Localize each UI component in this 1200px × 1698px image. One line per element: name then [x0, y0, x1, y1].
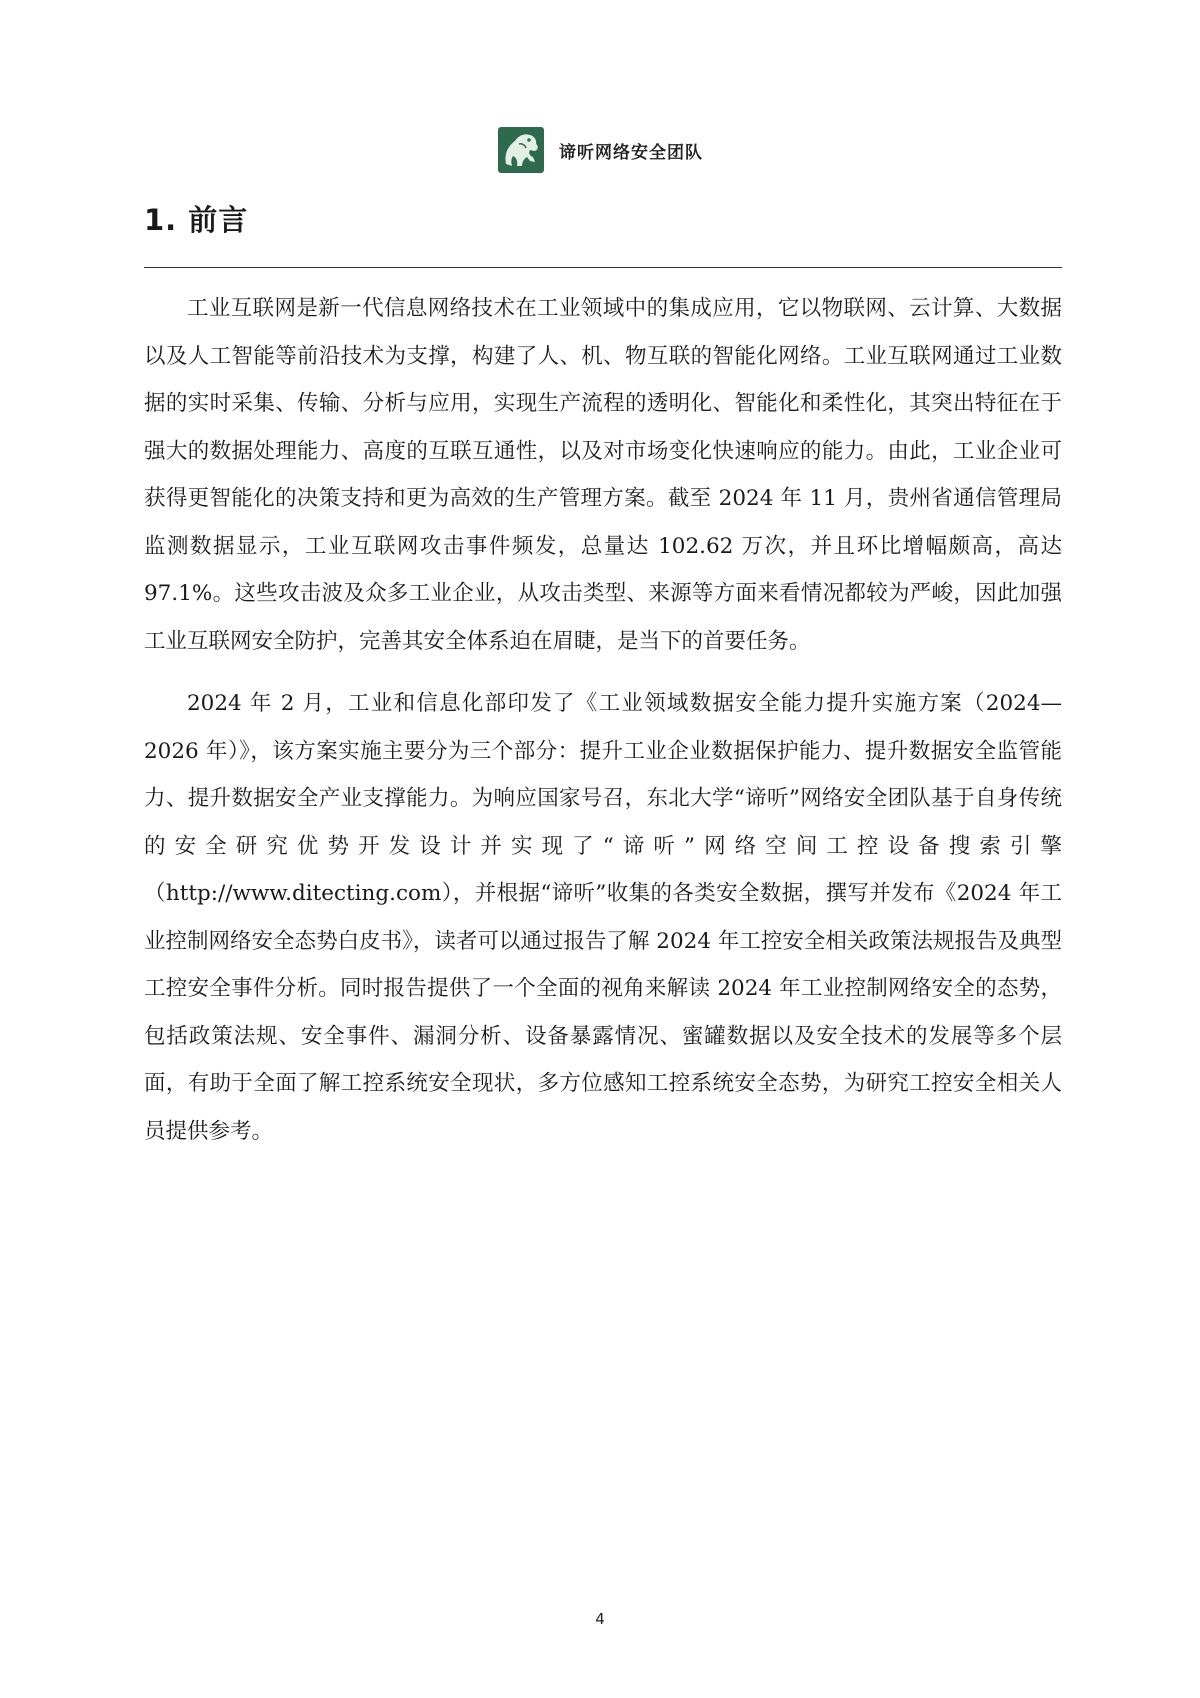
paragraph-background: 2024 年 2 月，工业和信息化部印发了《工业领域数据安全能力提升实施方案（2024—2026 年）》，该方案实施主要分为三个部分：提升工业企业数据保护能力、提升数据安全监管能力、提升数据安全产业支撑能力。为响应国家号召，东北大学“谛听”网络安全团队基于自身传统的安全研究优势开发设计并实现了“谛听”网络空间工控设备搜索引擎（http://www.ditecting.com），并根据“谛听”收集的各类安全数据，撰写并发布《2024 年工业控制网络安全态势白皮书》，读者可以通过报告了解 2024 年工控安全相关政策法规报告及典型工控安全事件分析。同时报告提供了一个全面的视角来解读 2024 年工业控制网络安全的态势，包括政策法规、安全事件、漏洞分析、设备暴露情况、蜜罐数据以及安全技术的发展等多个层面，有助于全面了解工控系统安全现状，多方位感知工控系统安全态势，为研究工控安全相关人员提供参考。: [144, 691, 1062, 1144]
team-name: 谛听网络安全团队: [559, 142, 703, 163]
page-number: 4: [595, 1610, 605, 1628]
title-divider: [144, 267, 1062, 268]
paragraph-intro: 工业互联网是新一代信息网络技术在工业领域中的集成应用，它以物联网、云计算、大数据以及人工智能等前沿技术为支撑，构建了人、机、物互联的智能化网络。工业互联网通过工业数据的实时采集、传输、分析与应用，实现生产流程的透明化、智能化和柔性化，其突出特征在于强大的数据处理能力、高度的互联互通性，以及对市场变化快速响应的能力。由此，工业企业可获得更智能化的决策支持和更为高效的生产管理方案。截至 2024 年 11 月，贵州省通信管理局监测数据显示，工业互联网攻击事件频发，总量达 102.62 万次，并且环比增幅颇高，高达 97.1%。这些攻击波及众多工业企业，从攻击类型、来源等方面来看情况都较为严峻，因此加强工业互联网安全防护，完善其安全体系迫在眉睫，是当下的首要任务。: [144, 296, 1062, 654]
mythical-beast-logo-icon: [497, 126, 545, 174]
section-title: 1. 前言: [144, 203, 249, 237]
body-text: [144, 285, 1062, 1170]
page-header: [0, 125, 1200, 175]
